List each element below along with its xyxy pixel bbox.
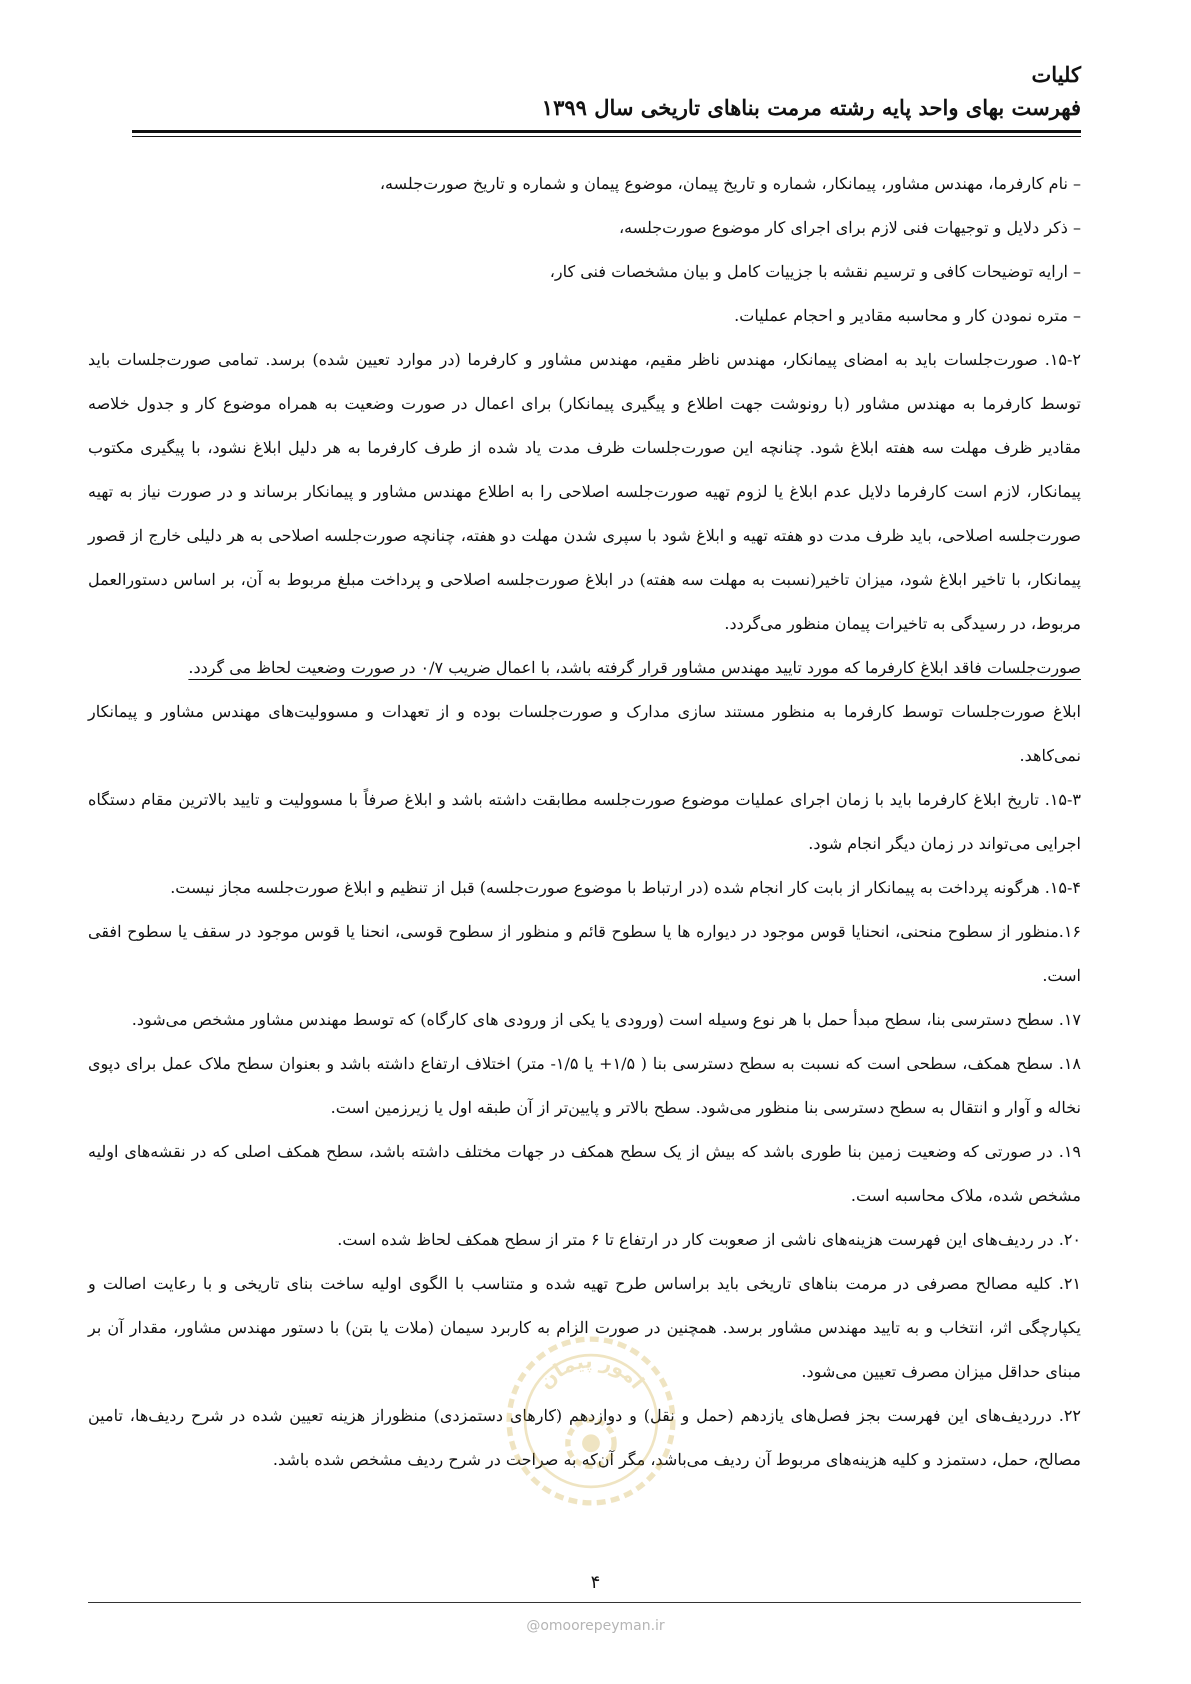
page-header: [132, 60, 1081, 126]
header-rule-thin: [132, 136, 1081, 137]
paragraph-22: ۲۲. درردیف‌های این فهرست بجز فصل‌های یازدهم (حمل و نقل) و دوازدهم (کارهای دستمزدی) منظوراز هزینه تعیین شده در شرح ردیف‌ها، تامین مصالح، حمل، دستمزد و کلیه هزینه‌های مربوط آن ردیف می‌باشد، مگر آن‌که به صراحت در شرح ردیف مشخص شده باشد.: [88, 1406, 1081, 1469]
bullet-item: – ارایه توضیحات کافی و ترسیم نقشه با جزییات کامل و بیان مشخصات فنی کار،: [549, 262, 1081, 281]
document-title: فهرست بهای واحد پایه رشته مرمت بناهای تاریخی سال ۱۳۹۹: [541, 95, 1081, 120]
paragraph-20: ۲۰. در ردیف‌های این فهرست هزینه‌های ناشی از صعوبت کار در ارتفاع تا ۶ متر از سطح همکف لحاظ شده است.: [337, 1230, 1081, 1249]
paragraph-21: ۲۱. کلیه مصالح مصرفی در مرمت بناهای تاریخی باید براساس طرح تهیه شده و متناسب با الگوی اولیه ساخت بنای تاریخی و با رعایت اصالت و یکپارچگی اثر، انتخاب و به تایید مهندس مشاور برسد. همچنین در صورت الزام به کاربرد سیمان (ملات یا بتن) با دستور مهندس مشاور، مقدار آن بر مبنای حداقل میزان مصرف تعیین می‌شود.: [88, 1274, 1081, 1381]
paragraph-17: ۱۷. سطح دسترسی بنا، سطح مبدأ حمل با هر نوع وسیله است (ورودی یا یکی از ورودی های کارگاه) که توسط مهندس مشاور مشخص می‌شود.: [131, 1010, 1081, 1029]
bullet-item: – متره نمودن کار و محاسبه مقادیر و احجام عملیات.: [734, 306, 1081, 325]
section-title: کلیات: [1031, 62, 1081, 87]
svg-text:امور پیمان: امور پیمان: [534, 1349, 649, 1394]
header-rule-thick: [132, 130, 1081, 133]
paragraph-notify: ابلاغ صورت‌جلسات توسط کارفرما به منظور مستند سازی مدارک و صورت‌جلسات بوده و از تعهدات و مسوولیت‌های مهندس مشاور و پیمانکار نمی‌کاهد.: [88, 702, 1081, 765]
paragraph-underlined: صورت‌جلسات فاقد ابلاغ کارفرما که مورد تایید مهندس مشاور قرار گرفته باشد، با اعمال ضریب ۰/۷ در صورت وضعیت لحاظ می گردد.: [188, 658, 1081, 677]
footer-rule: [88, 1602, 1081, 1603]
bullet-item: – نام کارفرما، مهندس مشاور، پیمانکار، شماره و تاریخ پیمان، موضوع پیمان و شماره و تاریخ صورت‌جلسه،: [379, 174, 1081, 193]
paragraph-18: ۱۸. سطح همکف، سطحی است که نسبت به سطح دسترسی بنا ( ۱/۵+ یا ۱/۵- متر) اختلاف ارتفاع داشته باشد و بعنوان سطح ملاک عمل برای دپوی نخاله و آوار و انتقال به سطح دسترسی بنا منظور می‌شود. سطح بالاتر و پایین‌تر از آن طبقه اول یا زیرزمین است.: [88, 1054, 1082, 1117]
document-body: [88, 162, 1081, 1482]
paragraph-19: ۱۹. در صورتی که وضعیت زمین بنا طوری باشد که بیش از یک سطح همکف در جهات مختلف داشته باشد، سطح همکف اصلی که در نقشه‌های اولیه مشخص شده، ملاک محاسبه است.: [88, 1142, 1081, 1205]
bullet-item: – ذکر دلایل و توجیهات فنی لازم برای اجرای کار موضوع صورت‌جلسه،: [618, 218, 1081, 237]
paragraph-15-3: ۱۵-۳. تاریخ ابلاغ کارفرما باید با زمان اجرای عملیات موضوع صورت‌جلسه مطابقت داشته باشد و ابلاغ صرفاً با مسوولیت و تایید بالاترین مقام دستگاه اجرایی می‌تواند در زمان دیگر انجام شود.: [88, 790, 1081, 853]
watermark-seal-icon: [502, 1332, 680, 1510]
paragraph-16: ۱۶.منظور از سطوح منحنی، انحنایا قوس موجود در دیواره ها یا سطوح قائم و منظور از سطوح قوسی، انحنا یا قوس موجود در سقف یا سطوح افقی است.: [88, 922, 1081, 985]
footer-website: @omoorepeyman.ir: [526, 1618, 665, 1634]
paragraph-15-2: ۱۵-۲. صورت‌جلسات باید به امضای پیمانکار، مهندس ناظر مقیم، مهندس مشاور و کارفرما (در موارد تعیین شده) برسد. تمامی صورت‌جلسات باید توسط کارفرما به مهندس مشاور (با رونوشت جهت اطلاع و پیگیری پیمانکار) برای اعمال در صورت وضعیت به همراه موضوع کار و جدول خلاصه مقادیر ظرف مهلت سه هفته ابلاغ شود. چنانچه این صورت‌جلسات ظرف مدت یاد شده از طرف کارفرما به هر دلیل ابلاغ نشود، با پیگیری مکتوب پیمانکار، لازم است کارفرما دلایل عدم ابلاغ یا لزوم تهیه صورت‌جلسه اصلاحی را به اطلاع مهندس مشاور و پیمانکار برساند و در صورت نیاز به تهیه صورت‌جلسه اصلاحی، باید ظرف مدت دو هفته تهیه و ابلاغ شود با سپری شدن مهلت دو هفته، چنانچه صورت‌جلسه اصلاحی به هر دلیلی خارج از قصور پیمانکار، با تاخیر ابلاغ شود، میزان تاخیر(نسبت به مهلت سه هفته) در ابلاغ صورت‌جلسه اصلاحی و پرداخت مبلغ مربوط به آن، بر اساس دستورالعمل مربوط، در رسیدگی به تاخیرات پیمان منظور می‌گردد.: [88, 350, 1081, 633]
paragraph-15-4: ۱۵-۴. هرگونه پرداخت به پیمانکار از بابت کار انجام شده (در ارتباط با موضوع صورت‌جلسه) قبل از تنظیم و ابلاغ صورت‌جلسه مجاز نیست.: [170, 878, 1081, 897]
page-number: ۴: [590, 1572, 601, 1593]
